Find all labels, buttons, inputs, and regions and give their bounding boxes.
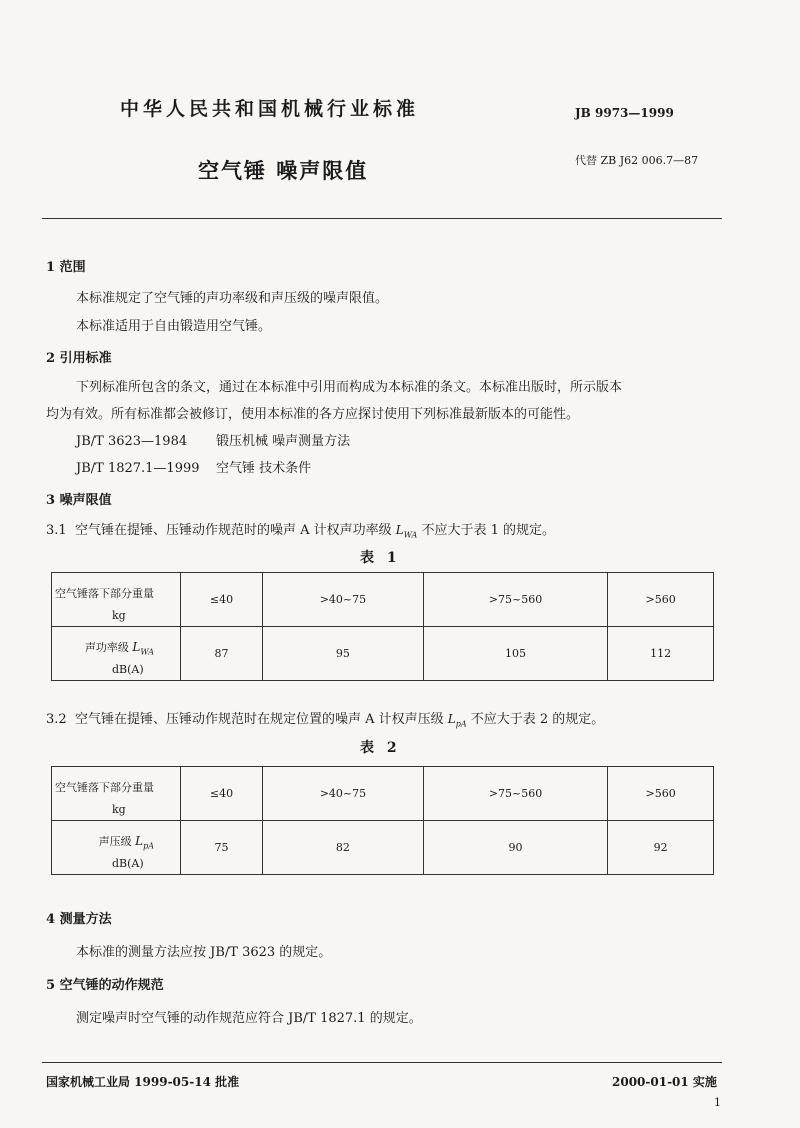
range-cell: >40~75 (263, 573, 424, 627)
reference-title: 空气锤 技术条件 (216, 461, 312, 476)
value-cell: 92 (608, 821, 714, 875)
section-4-paragraph: 本标准的测量方法应按 JB/T 3623 的规定。 (76, 945, 332, 960)
clause-text-end: 不应大于表 2 的规定。 (470, 712, 605, 727)
header-label: 空气锤落下部分重量 (55, 781, 154, 794)
value-cell: 82 (263, 821, 424, 875)
section-4-heading: 4 测量方法 (46, 912, 112, 927)
value-cell: 75 (181, 821, 263, 875)
section-2-paragraph-1: 下列标准所包含的条文，通过在本标准中引用而构成为本标准的条文。本标准出版时，所示版本 (76, 380, 623, 395)
replaces-standard: 代替 ZB J62 006.7—87 (575, 154, 699, 167)
table-1-caption: 表 1 (360, 550, 401, 566)
header-divider (42, 218, 722, 219)
header-unit: kg (112, 803, 126, 816)
row-unit: dB(A) (112, 663, 144, 676)
section-1-paragraph-2: 本标准适用于自由锻造用空气锤。 (76, 319, 272, 334)
document-title: 空气锤 噪声限值 (198, 158, 369, 183)
range-cell: ≤40 (181, 573, 263, 627)
effective-date: 2000-01-01 实施 (612, 1075, 717, 1089)
symbol: $L_{WA}$ (395, 523, 418, 540)
section-5-paragraph: 测定噪声时空气锤的动作规范应符合 JB/T 1827.1 的规定。 (76, 1011, 422, 1026)
row-unit: dB(A) (112, 857, 144, 870)
standard-code: JB 9973—1999 (575, 106, 674, 120)
table-2 (51, 766, 714, 875)
value-cell: 87 (181, 627, 263, 681)
range-cell: ≤40 (181, 767, 263, 821)
header-label: 空气锤落下部分重量 (55, 587, 154, 600)
range-cell: >560 (608, 573, 714, 627)
table-row (52, 573, 714, 627)
footer-divider (42, 1062, 722, 1063)
clause-3-1 (46, 519, 555, 539)
clause-number: 3.2 (46, 712, 67, 727)
reference-title: 锻压机械 噪声测量方法 (216, 434, 351, 449)
approval-info: 国家机械工业局 1999-05-14 批准 (46, 1075, 240, 1089)
table-header-cell (52, 627, 181, 681)
range-cell: >75~560 (423, 767, 607, 821)
range-cell: >40~75 (263, 767, 424, 821)
reference-code: JB/T 1827.1—1999 (76, 461, 200, 476)
table-header-cell (52, 821, 181, 875)
row-label: 声压级 $L_{pA}$ (98, 834, 154, 851)
page-number: 1 (714, 1096, 721, 1109)
table-row (52, 767, 714, 821)
range-cell: >560 (608, 767, 714, 821)
symbol: $L_{pA}$ (447, 712, 467, 729)
reference-item (76, 430, 350, 449)
table-1 (51, 572, 714, 681)
value-cell: 105 (423, 627, 607, 681)
table-row (52, 821, 714, 875)
clause-text: 空气锤在提锤、压锤动作规范时在规定位置的噪声 A 计权声压级 (74, 712, 444, 727)
clause-3-2 (46, 708, 604, 728)
table-header-cell (52, 573, 181, 627)
clause-text-end: 不应大于表 1 的规定。 (421, 523, 556, 538)
section-1-paragraph-1: 本标准规定了空气锤的声功率级和声压级的噪声限值。 (76, 291, 389, 306)
section-1-heading: 1 范围 (46, 260, 86, 275)
range-cell: >75~560 (423, 573, 607, 627)
table-2-caption: 表 2 (360, 740, 401, 756)
table-row (52, 627, 714, 681)
value-cell: 90 (423, 821, 607, 875)
section-2-paragraph-2: 均为有效。所有标准都会被修订，使用本标准的各方应探讨使用下列标准最新版本的可能性。 (46, 407, 580, 422)
clause-number: 3.1 (46, 523, 67, 538)
row-label: 声功率级 $L_{WA}$ (84, 640, 154, 657)
table-header-cell (52, 767, 181, 821)
section-2-heading: 2 引用标准 (46, 351, 112, 366)
section-5-heading: 5 空气锤的动作规范 (46, 978, 164, 993)
section-3-heading: 3 噪声限值 (46, 493, 112, 508)
clause-text: 空气锤在提锤、压锤动作规范时的噪声 A 计权声功率级 (74, 523, 392, 538)
header-unit: kg (112, 609, 126, 622)
reference-item (76, 457, 311, 476)
value-cell: 95 (263, 627, 424, 681)
value-cell: 112 (608, 627, 714, 681)
standard-organization: 中华人民共和国机械行业标准 (120, 98, 420, 120)
reference-code: JB/T 3623—1984 (76, 434, 188, 449)
